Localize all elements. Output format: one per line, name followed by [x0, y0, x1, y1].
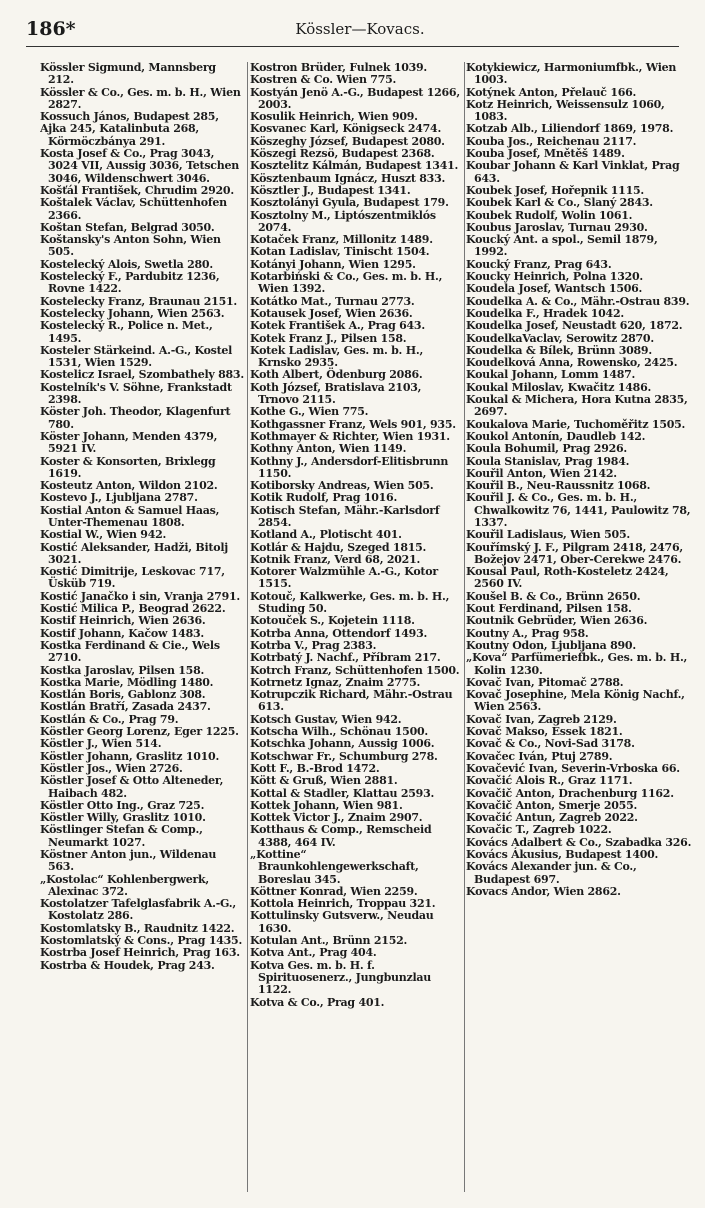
directory-entry: Kotlár & Hajdu, Szeged 1815.	[250, 540, 427, 554]
directory-entry: Kostif Heinrich, Wien 2636.	[40, 614, 206, 628]
directory-entry: Košťál František, Chrudim 2920.	[40, 183, 234, 197]
directory-entry: Koth József, Bratislava 2103, Trnovo 2115.	[250, 380, 422, 407]
directory-entry: Koudelka & Bílek, Brünn 3089.	[466, 343, 652, 357]
directory-entry: Kotouček S., Kojetein 1118.	[250, 614, 415, 628]
directory-entry: Koukal Johann, Lomm 1487.	[466, 368, 636, 382]
directory-entry: Kovács Adalbert & Co., Szabadka 326.	[466, 835, 692, 849]
directory-entry: Kössler Sigmund, Mannsberg 212.	[40, 62, 216, 87]
directory-entry: Kout Ferdinand, Pilsen 158.	[466, 602, 632, 616]
directory-entry: Kovač Ivan, Zagreb 2129.	[466, 712, 617, 726]
directory-entry: Koštalek Václav, Schüttenhofen 2366.	[40, 196, 227, 222]
directory-entry: Kottulinsky Gutsverw., Neudau 1630.	[250, 909, 434, 935]
directory-entry: Kovač Makso, Essek 1821.	[466, 725, 623, 739]
directory-entry: Kovač Josephine, Mela König Nachf., Wien 2563.	[466, 688, 685, 714]
directory-entry: Kosteutz Anton, Wildon 2102.	[40, 479, 218, 493]
directory-entry: Kothny Anton, Wien 1149.	[250, 442, 407, 456]
directory-entry: Kostka Ferdinand & Cie., Wels 2710.	[40, 638, 220, 665]
directory-entry: Koukal Miloslav, Kwačitz 1486.	[466, 380, 652, 394]
directory-entry: „Kottine“ Braunkohlengewerkschaft, Boreslau 345.	[250, 848, 419, 886]
directory-entry: Kotland A., Plotischt 401.	[250, 528, 402, 542]
directory-entry: Koutnik Gebrüder, Wien 2636.	[466, 614, 648, 628]
directory-entry: Kosteler Stärkeind. A.-G., Kostel 1531, Wien 1529.	[40, 343, 233, 370]
directory-entry: Kotorer Walzmühle A.-G., Kotor 1515.	[250, 565, 438, 591]
directory-entry: Kottek Victor J., Znaim 2907.	[250, 811, 423, 825]
directory-entry: Kotnik Franz, Verd 68, 2021.	[250, 552, 421, 566]
directory-entry: Koula Stanislav, Prag 1984.	[466, 454, 630, 468]
directory-entry: Kostlán Bratří, Zasada 2437.	[40, 700, 211, 714]
directory-entry: Kotrch Franz, Schüttenhofen 1500.	[250, 663, 460, 677]
directory-entry: Kostren & Co. Wien 775.	[250, 73, 397, 87]
directory-entry: Kothgassner Franz, Wels 901, 935.	[250, 417, 456, 431]
directory-entry: Kovačević Ivan, Severin-Vrboska 66.	[466, 761, 680, 775]
directory-entry: Koubus Jaroslav, Turnau 2930.	[466, 220, 648, 234]
directory-entry: Ajka 245, Katalinbuta 268, Körmöczbánya 291.	[40, 122, 199, 148]
directory-entry: Kothny J., Andersdorf-Elitisbrunn 1150.	[250, 454, 449, 480]
directory-entry: Koudelka A. & Co., Mähr.-Ostrau 839.	[466, 294, 690, 308]
directory-entry: Kotrbatý J. Nachf., Příbram 217.	[250, 651, 441, 665]
directory-entry: Köstler Otto Ing., Graz 725.	[40, 798, 205, 812]
directory-entry: Kostial Anton & Samuel Haas, Unter-Themenau 1808.	[40, 503, 220, 529]
directory-entry: Koudelka F., Hradek 1042.	[466, 306, 624, 320]
directory-entry: Koster & Konsorten, Brixlegg 1619.	[40, 454, 216, 480]
directory-entry: Kouba Jos., Reichenau 2117.	[466, 134, 637, 148]
directory-entry: Kossuch János, Budapest 285,	[40, 110, 219, 124]
directory-entry: Kotva Ges. m. b. H. f. Spirituosenerz., Jungbunzlau 1122.	[250, 958, 432, 997]
directory-entry: Kotarbiński & Co., Ges. m. b. H., Wien 1392.	[250, 270, 443, 296]
directory-entry: Kosztelitz Kálmán, Budapest 1341.	[250, 159, 459, 173]
directory-entry: Kostka Jaroslav, Pilsen 158.	[40, 663, 205, 677]
directory-entry: Kostka Marie, Mödling 1480.	[40, 675, 214, 689]
directory-entry: Kosvanec Karl, Königseck 2474.	[250, 122, 442, 136]
directory-entry: Köstler Georg Lorenz, Eger 1225.	[40, 725, 239, 739]
directory-entry: Kotek František A., Prag 643.	[250, 319, 425, 333]
directory-entry: Kovács Ákusius, Budapest 1400.	[466, 848, 659, 861]
header-rule	[26, 46, 679, 47]
directory-entry: Kostić Dimitrije, Leskovac 717, Üsküb 719.	[40, 565, 225, 591]
directory-entry: Kostelník's V. Söhne, Frankstadt 2398.	[40, 380, 232, 407]
directory-entry: Kouřil Ladislaus, Wien 505.	[466, 528, 630, 542]
directory-entry: Köstler Jos., Wien 2726.	[40, 761, 183, 775]
directory-entry: Koucky Heinrich, Polna 1320.	[466, 270, 643, 284]
directory-entry: Kostelecky Franz, Braunau 2151.	[40, 294, 237, 308]
directory-entry: Kotthaus & Comp., Remscheid 4388, 464 IV.	[250, 823, 432, 849]
directory-entry: Kotva Ant., Prag 404.	[250, 946, 377, 960]
directory-entry: Kostlán Boris, Gablonz 308.	[40, 688, 206, 702]
directory-entry: Koubar Johann & Karl Vinklat, Prag 643.	[466, 159, 680, 185]
directory-entry: Kostelecky Johann, Wien 2563.	[40, 306, 225, 320]
directory-entry: Kovač Ivan, Pitomač 2788.	[466, 675, 624, 689]
directory-entry: Koula Bohumil, Prag 2926.	[466, 442, 627, 456]
directory-entry: Kostić Aleksander, Hadži, Bitolj 3021.	[40, 540, 228, 566]
directory-entry: Kotausek Josef, Wien 2636.	[250, 306, 413, 320]
directory-entry: Kosztolányi Gyula, Budapest 179.	[250, 196, 449, 210]
directory-entry: Kotschwar Fr., Schumburg 278.	[250, 749, 438, 763]
directory-entry: Kotan Ladislav, Tinischt 1504.	[250, 245, 430, 259]
directory-entry: Kostelecký Alois, Swetla 280.	[40, 257, 213, 271]
directory-entry: Koukal & Michera, Hora Kutna 2835, 2697.	[466, 393, 688, 419]
directory-entry: Köttner Konrad, Wien 2259.	[250, 884, 418, 898]
directory-entry: Kotek Franz J., Pilsen 158.	[250, 331, 407, 345]
directory-entry: Kotrupczik Richard, Mähr.-Ostrau 613.	[250, 688, 453, 714]
directory-entry: Kotaček Franz, Millonitz 1489.	[250, 233, 433, 247]
directory-entry: Kotulan Ant., Brünn 2152.	[250, 934, 408, 948]
directory-entry: Kosulik Heinrich, Wien 909.	[250, 110, 418, 124]
directory-entry: Kottola Heinrich, Troppau 321.	[250, 897, 436, 911]
directory-entry: Köster Johann, Menden 4379, 5921 IV.	[40, 429, 218, 456]
directory-entry: Kovačič Anton, Drachenburg 1162.	[466, 786, 674, 800]
directory-entry: Kovačic T., Zagreb 1022.	[466, 823, 612, 837]
directory-entry: Koutny Odon, Ljubljana 890.	[466, 638, 636, 652]
directory-entry: Kostelecký F., Pardubitz 1236, Rovne 1422.	[40, 270, 220, 296]
directory-entry: Köstler Johann, Graslitz 1010.	[40, 749, 220, 763]
directory-entry: Kostrba Josef Heinrich, Prag 163.	[40, 946, 240, 960]
directory-entry: Koubek Rudolf, Wolin 1061.	[466, 208, 633, 222]
directory-entry: Kouřil J. & Co., Ges. m. b. H., Chwalkowitz 76, 1441, Paulowitz 78, 1337.	[466, 491, 691, 529]
directory-entry: Köstler J., Wien 514.	[40, 737, 162, 751]
directory-entry: Kothe G., Wien 775.	[250, 405, 369, 419]
directory-entry: KoudelkaVaclav, Serowitz 2870.	[466, 331, 654, 345]
directory-entry: Kostlán & Co., Prag 79.	[40, 712, 179, 726]
directory-entry: Kosta Josef & Co., Prag 3043, 3024 VII, Aussig 3036, Tetschen 3046, Wildenschwert 3046.	[40, 147, 239, 185]
column-divider	[464, 62, 465, 1192]
directory-entry: Kostomlatský & Cons., Prag 1435.	[40, 934, 243, 948]
directory-entry: Kostrba & Houdek, Prag 243.	[40, 958, 215, 972]
directory-entry: Kothmayer & Richter, Wien 1931.	[250, 429, 450, 443]
directory-columns	[26, 62, 696, 1192]
directory-entry: Kostelicz Israel, Szombathely 883.	[40, 368, 244, 382]
directory-entry: Kovač & Co., Novi-Sad 3178.	[466, 737, 635, 751]
page-number: 186*	[26, 18, 76, 40]
directory-entry: Kotrnetz Ignaz, Znaim 2775.	[250, 675, 421, 689]
directory-entry: Köstler Willy, Graslitz 1010.	[40, 811, 206, 825]
directory-entry: Kotýnek Anton, Přelauč 166.	[466, 85, 637, 99]
directory-entry: Koštan Stefan, Belgrad 3050.	[40, 220, 215, 234]
directory-entry: Kössler & Co., Ges. m. b. H., Wien 2827.	[40, 85, 241, 111]
directory-entry: Koštansky's Anton Sohn, Wien 505.	[40, 233, 221, 259]
directory-entry: Kotiborsky Andreas, Wien 505.	[250, 479, 434, 493]
directory-entry: Kostelecký R., Police n. Met., 1495.	[40, 319, 213, 345]
directory-entry: Kostron Brüder, Fulnek 1039.	[250, 62, 428, 74]
directory-entry: Koudela Josef, Wantsch 1506.	[466, 282, 643, 296]
directory-entry: Kovačec Iván, Ptuj 2789.	[466, 749, 613, 763]
directory-entry: Kotva & Co., Prag 401.	[250, 995, 385, 1009]
directory-entry: Kosztolny M., Liptószentmiklós 2074.	[250, 208, 436, 234]
directory-entry: Kotek Ladislav, Ges. m. b. H., Krnsko 2935.	[250, 343, 424, 370]
directory-entry: „Kova“ Parfümeriefbk., Ges. m. b. H., Kolin 1230.	[466, 651, 688, 677]
directory-entry: Köszeghy József, Budapest 2080.	[250, 134, 445, 148]
directory-entry: Kovačić Antun, Zagreb 2022.	[466, 811, 638, 825]
directory-entry: Kösztler J., Budapest 1341.	[250, 183, 411, 197]
directory-entry: Kovács Alexander jun. & Co., Budapest 697.	[466, 860, 637, 886]
column-3	[466, 62, 694, 1192]
directory-entry: Kotsch Gustav, Wien 942.	[250, 712, 402, 726]
directory-entry: „Kostolac“ Kohlenbergwerk, Alexinac 372.	[40, 872, 209, 898]
directory-entry: Koušel B. & Co., Brünn 2650.	[466, 589, 641, 603]
directory-entry: Kotz Heinrich, Weissensulz 1060, 1083.	[466, 97, 665, 124]
directory-entry: Koukalova Marie, Tuchoměřitz 1505.	[466, 417, 686, 431]
column-2	[250, 62, 462, 1192]
directory-entry: Koutny A., Prag 958.	[466, 626, 589, 640]
column-1	[40, 62, 244, 1192]
directory-entry: Kotzab Alb., Liliendorf 1869, 1978.	[466, 122, 674, 136]
directory-entry: Kouřil Anton, Wien 2142.	[466, 466, 617, 480]
directory-entry: Kostolatzer Tafelglasfabrik A.-G., Kostolatz 286.	[40, 897, 236, 923]
directory-entry: Kostif Johann, Kačow 1483.	[40, 626, 204, 640]
directory-entry: Kotscha Wilh., Schönau 1500.	[250, 725, 428, 739]
directory-entry: Koudelka Josef, Neustadt 620, 1872.	[466, 319, 683, 333]
column-divider	[247, 62, 248, 1192]
directory-entry: Köstler Josef & Otto Alteneder, Haibach 482.	[40, 774, 224, 800]
directory-entry: Köstner Anton jun., Wildenau 563.	[40, 848, 217, 874]
directory-entry: Kostomlatsky B., Raudnitz 1422.	[40, 921, 235, 935]
directory-entry: Kotrba V., Prag 2383.	[250, 638, 377, 652]
directory-entry: Kovačič Anton, Smerje 2055.	[466, 798, 638, 812]
directory-entry: Kottal & Stadler, Klattau 2593.	[250, 786, 435, 800]
directory-entry: Kovacs Andor, Wien 2862.	[466, 884, 621, 898]
running-head: Kössler—Kovacs.	[295, 20, 425, 38]
directory-entry: Kotányi Johann, Wien 1295.	[250, 257, 416, 271]
directory-entry: Kotisch Stefan, Mähr.-Karlsdorf 2854.	[250, 503, 440, 529]
directory-entry: Köstlinger Stefan & Comp., Neumarkt 1027.	[40, 823, 203, 849]
directory-entry: Koucký Franz, Prag 643.	[466, 257, 612, 271]
directory-entry: Kösztenbaum Ignácz, Huszt 833.	[250, 171, 446, 185]
directory-entry: Koudelková Anna, Rowensko, 2425.	[466, 356, 678, 370]
directory-entry: Koukol Antonín, Daudleb 142.	[466, 429, 646, 443]
directory-entry: Kouba Josef, Mnětěš 1489.	[466, 147, 625, 161]
directory-entry: Kotátko Mat., Turnau 2773.	[250, 294, 415, 308]
directory-entry: Kotykiewicz, Harmoniumfbk., Wien 1003.	[466, 62, 677, 87]
directory-entry: Koucký Ant. a spol., Semil 1879, 1992.	[466, 233, 658, 259]
directory-entry: Kostić Janačko i sin, Vranja 2791.	[40, 589, 240, 603]
directory-entry: Kottek Johann, Wien 981.	[250, 798, 403, 812]
directory-entry: Kostevo J., Ljubljana 2787.	[40, 491, 198, 505]
directory-entry: Kotik Rudolf, Prag 1016.	[250, 491, 398, 505]
directory-entry: Kostial W., Wien 942.	[40, 528, 167, 542]
directory-entry: Kotrba Anna, Ottendorf 1493.	[250, 626, 428, 640]
directory-entry: Kostyán Jenö A.-G., Budapest 1266, 2003.	[250, 85, 460, 111]
directory-entry: Köster Joh. Theodor, Klagenfurt 780.	[40, 405, 231, 431]
directory-entry: Kostić Milica P., Beograd 2622.	[40, 602, 226, 616]
directory-entry: Köszegi Rezsö, Budapest 2368.	[250, 147, 435, 161]
directory-entry: Koubek Josef, Hořepnik 1115.	[466, 183, 644, 197]
directory-entry: Kouřil B., Neu-Raussnitz 1068.	[466, 479, 651, 493]
directory-entry: Kotschka Johann, Aussig 1006.	[250, 737, 435, 751]
directory-entry: Kovačić Alois R., Graz 1171.	[466, 774, 633, 788]
directory-entry: Kouřímský J. F., Pilgram 2418, 2476, Božejov 2471, Ober-Cerekwe 2476.	[466, 540, 683, 566]
directory-entry: Kotouč, Kalkwerke, Ges. m. b. H., Studing 50.	[250, 589, 450, 616]
directory-entry: Koth Albert, Ödenburg 2086.	[250, 368, 423, 382]
directory-entry: Koubek Karl & Co., Slaný 2843.	[466, 196, 653, 210]
directory-entry: Kott F., B.-Brod 1472.	[250, 761, 380, 775]
directory-entry: Kousal Paul, Roth-Kosteletz 2424, 2560 IV.	[466, 565, 669, 591]
directory-entry: Kött & Gruß, Wien 2881.	[250, 774, 398, 788]
